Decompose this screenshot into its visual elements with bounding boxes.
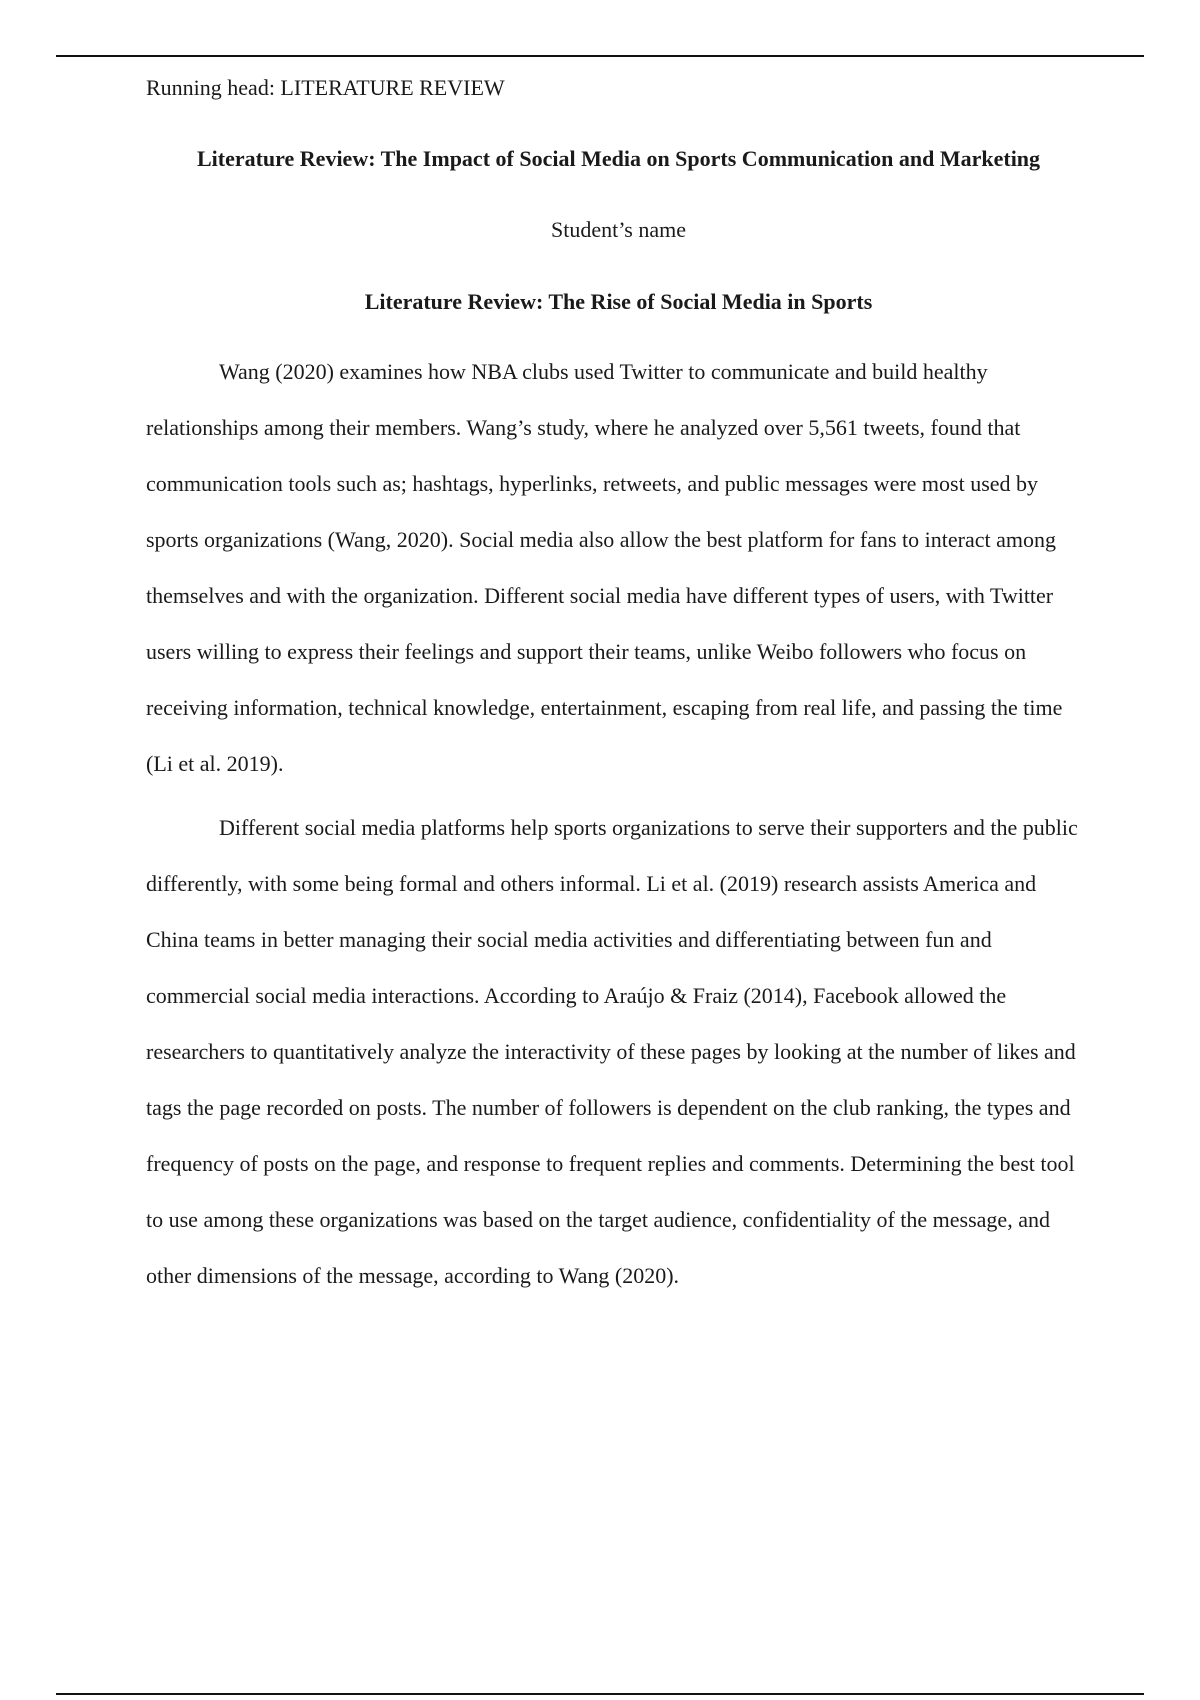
document-page [146,72,1091,1304]
body-paragraph-1: Wang (2020) examines how NBA clubs used Twitter to communicate and build healthy relationships among their members. Wang’s study, where he analyzed over 5,561 tweets, found that communication tools such as; hashtags, hyperlinks, retweets, and public messages were most used by sports organizations (Wang, 2020). Social media also allow the best platform for fans to interact among themselves and with the organization. Different social media have different types of users, with Twitter users willing to express their feelings and support their teams, unlike Weibo followers who focus on receiving information, technical knowledge, entertainment, escaping from real life, and passing the time (Li et al. 2019). [146,359,1063,776]
document-title: Literature Review: The Impact of Social Media on Sports Communication and Marketing [196,146,1041,171]
running-head: Running head: LITERATURE REVIEW [146,75,505,100]
section-heading: Literature Review: The Rise of Social Media in Sports [364,289,873,314]
page-top-rule [56,55,1144,57]
body-paragraph-2: Different social media platforms help sports organizations to serve their supporters and the public differently, with some being formal and others informal. Li et al. (2019) research assists America and China teams in better managing their social media activities and differentiating between fun and commercial social media interactions. According to Araújo & Fraiz (2014), Facebook allowed the researchers to quantitatively analyze the interactivity of these pages by looking at the number of likes and tags the page recorded on posts. The number of followers is dependent on the club ranking, the types and frequency of posts on the page, and response to frequent replies and comments. Determining the best tool to use among these organizations was based on the target audience, confidentiality of the message, and other dimensions of the message, according to Wang (2020). [146,815,1078,1288]
student-name: Student’s name [550,217,687,242]
page-bottom-rule [56,1693,1144,1695]
